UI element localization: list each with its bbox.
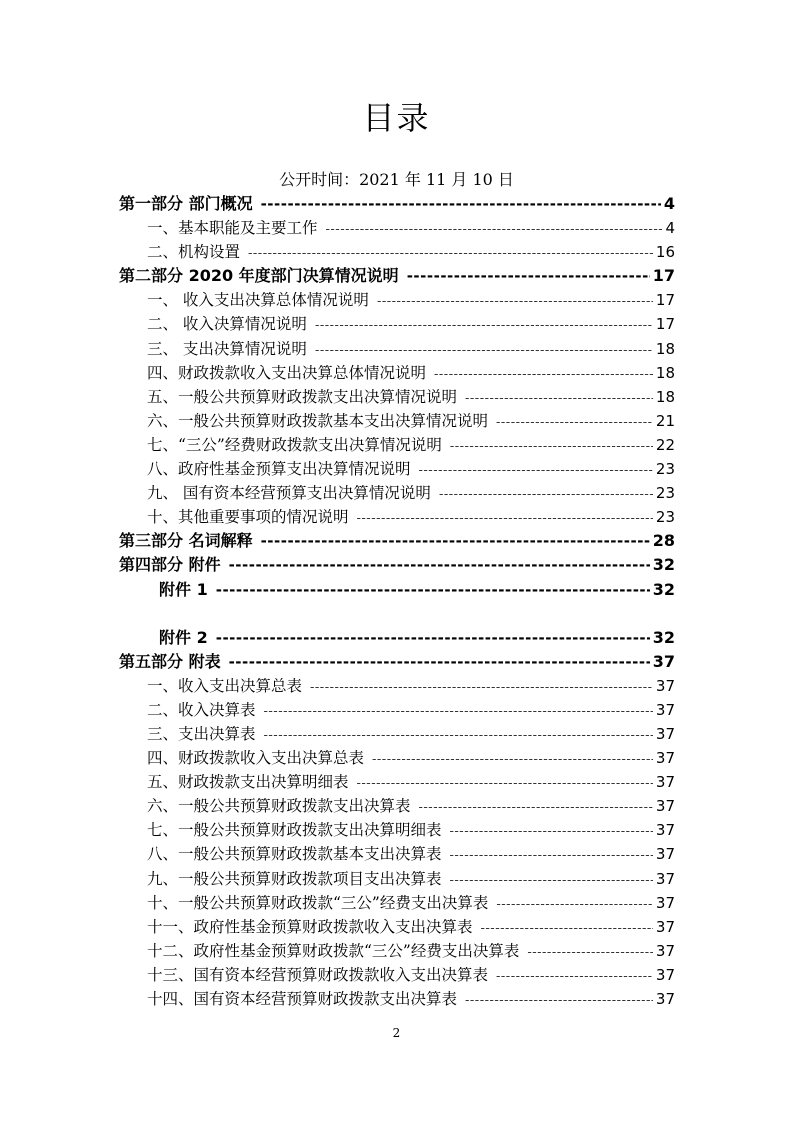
toc-entry-page: 23 bbox=[655, 508, 675, 527]
toc-entry-page: 22 bbox=[655, 435, 675, 454]
toc-leader bbox=[496, 965, 653, 989]
toc-leader bbox=[229, 553, 650, 577]
toc-entry[interactable] bbox=[119, 987, 675, 1011]
page-number: 2 bbox=[392, 1026, 401, 1040]
toc-entry-label: 一、基本职能及主要工作 bbox=[147, 219, 318, 238]
toc-leader bbox=[450, 869, 653, 893]
toc-leader bbox=[496, 893, 653, 917]
toc-entry-label: 七、“三公”经费财政拨款支出决算情况说明 bbox=[147, 435, 442, 454]
toc-entry[interactable] bbox=[119, 385, 675, 409]
toc-entry-page: 17 bbox=[655, 315, 675, 334]
toc-leader bbox=[450, 820, 653, 844]
toc-entry-page: 32 bbox=[652, 627, 675, 647]
toc-entry-page: 37 bbox=[655, 724, 675, 743]
toc-entry-label: 第三部分 名词解释 bbox=[119, 531, 253, 551]
toc-entry[interactable] bbox=[119, 312, 675, 336]
toc-entry-label: 二、机构设置 bbox=[147, 243, 241, 262]
toc-entry[interactable] bbox=[119, 505, 675, 529]
toc-entry-page: 37 bbox=[655, 917, 675, 936]
toc-leader bbox=[377, 290, 653, 314]
toc-entry[interactable] bbox=[119, 529, 675, 553]
toc-entry[interactable] bbox=[119, 891, 675, 915]
toc-entry[interactable] bbox=[119, 578, 675, 602]
toc-entry[interactable] bbox=[119, 216, 675, 240]
toc-entry[interactable] bbox=[119, 553, 675, 577]
toc-entry-page: 18 bbox=[655, 339, 675, 358]
toc-entry-label: 十三、国有资本经营预算财政拨款收入支出决算表 bbox=[147, 965, 489, 984]
toc-entry[interactable] bbox=[119, 409, 675, 433]
toc-leader bbox=[261, 529, 650, 553]
toc-entry-page: 37 bbox=[655, 845, 675, 864]
toc-leader bbox=[261, 192, 661, 216]
toc-entry-label: 七、一般公共预算财政拨款支出决算明细表 bbox=[147, 821, 442, 840]
toc-entry-label: 九、 国有资本经营预算支出决算情况说明 bbox=[147, 484, 431, 503]
toc-entry-page: 17 bbox=[655, 291, 675, 310]
toc-entry-label: 第五部分 附表 bbox=[119, 651, 221, 671]
toc-entry[interactable] bbox=[119, 192, 675, 216]
toc-entry[interactable] bbox=[119, 481, 675, 505]
toc-entry[interactable] bbox=[119, 650, 675, 674]
toc-leader bbox=[229, 650, 650, 674]
toc-entry-page: 23 bbox=[655, 460, 675, 479]
toc-entry[interactable] bbox=[119, 963, 675, 987]
toc-entry-page: 23 bbox=[655, 484, 675, 503]
toc-entry-page: 18 bbox=[655, 387, 675, 406]
toc-leader bbox=[407, 264, 650, 288]
toc-entry-label: 二、 收入决算情况说明 bbox=[147, 315, 307, 334]
toc-entry[interactable] bbox=[119, 337, 675, 361]
toc-entry[interactable] bbox=[119, 867, 675, 891]
toc-entry-label: 一、 收入支出决算总体情况说明 bbox=[147, 291, 369, 310]
toc-entry[interactable] bbox=[119, 818, 675, 842]
toc-leader bbox=[481, 917, 653, 941]
toc-entry-label: 四、财政拨款收入支出决算总表 bbox=[147, 749, 365, 768]
toc-entry-label: 二、收入决算表 bbox=[147, 700, 256, 719]
toc-entry-page: 37 bbox=[655, 797, 675, 816]
toc-entry-label: 三、 支出决算情况说明 bbox=[147, 339, 307, 358]
toc-entry[interactable] bbox=[119, 698, 675, 722]
toc-leader bbox=[527, 941, 653, 965]
publish-time: 公开时间：2021 年 11 月 10 日 bbox=[279, 170, 514, 189]
toc-leader bbox=[465, 989, 653, 1013]
toc-leader bbox=[439, 483, 653, 507]
toc-entry-page: 37 bbox=[655, 700, 675, 719]
toc-entry-page: 21 bbox=[655, 411, 675, 430]
toc-entry[interactable] bbox=[119, 288, 675, 312]
toc-entry[interactable] bbox=[119, 939, 675, 963]
toc-entry-page: 37 bbox=[655, 869, 675, 888]
toc-leader bbox=[248, 242, 653, 266]
toc-entry-page: 37 bbox=[655, 965, 675, 984]
toc-entry-label: 附件 2 bbox=[159, 627, 208, 647]
toc-entry-page: 16 bbox=[655, 243, 675, 262]
toc-entry-page: 37 bbox=[655, 676, 675, 695]
toc-leader bbox=[372, 748, 653, 772]
toc-entry[interactable] bbox=[119, 457, 675, 481]
toc-entry-label: 十二、政府性基金预算财政拨款“三公”经费支出决算表 bbox=[147, 941, 520, 960]
toc-leader bbox=[450, 435, 653, 459]
toc-entry-page: 4 bbox=[665, 219, 675, 238]
toc-leader bbox=[315, 339, 653, 363]
toc-leader bbox=[310, 676, 653, 700]
toc-entry-page: 37 bbox=[655, 990, 675, 1008]
toc-entry[interactable] bbox=[119, 770, 675, 794]
toc-entry-page: 37 bbox=[655, 893, 675, 912]
toc-entry-label: 五、财政拨款支出决算明细表 bbox=[147, 773, 349, 792]
toc-entry[interactable] bbox=[119, 794, 675, 818]
toc-entry-label: 四、财政拨款收入支出决算总体情况说明 bbox=[147, 363, 427, 382]
toc-entry[interactable] bbox=[119, 264, 675, 288]
toc-entry-page: 28 bbox=[652, 531, 675, 551]
toc-entry[interactable] bbox=[119, 842, 675, 866]
toc-entry-label: 十、其他重要事项的情况说明 bbox=[147, 508, 349, 527]
toc-entry[interactable] bbox=[119, 433, 675, 457]
toc-entry-label: 一、收入支出决算总表 bbox=[147, 676, 303, 695]
toc-leader bbox=[326, 218, 663, 242]
toc-entry-label: 八、政府性基金预算支出决算情况说明 bbox=[147, 460, 411, 479]
page-title: 目录 bbox=[362, 99, 431, 137]
toc-entry-label: 六、一般公共预算财政拨款基本支出决算情况说明 bbox=[147, 411, 489, 430]
toc-leader bbox=[264, 724, 653, 748]
table-of-contents bbox=[119, 192, 675, 1011]
toc-entry-label: 三、支出决算表 bbox=[147, 724, 256, 743]
toc-entry-label: 第四部分 附件 bbox=[119, 555, 221, 575]
blank-line bbox=[119, 602, 675, 626]
toc-leader bbox=[357, 772, 653, 796]
toc-leader bbox=[264, 700, 653, 724]
toc-entry-label: 十四、国有资本经营预算财政拨款支出决算表 bbox=[147, 990, 458, 1008]
toc-entry[interactable] bbox=[119, 722, 675, 746]
toc-entry-label: 第一部分 部门概况 bbox=[119, 194, 253, 213]
toc-entry-page: 32 bbox=[652, 555, 675, 575]
toc-entry-page: 17 bbox=[652, 266, 675, 286]
toc-entry-page: 37 bbox=[655, 773, 675, 792]
toc-entry[interactable] bbox=[119, 240, 675, 264]
toc-entry-label: 八、一般公共预算财政拨款基本支出决算表 bbox=[147, 845, 442, 864]
toc-leader bbox=[216, 626, 650, 650]
toc-leader bbox=[465, 387, 653, 411]
toc-leader bbox=[357, 507, 653, 531]
toc-entry[interactable] bbox=[119, 915, 675, 939]
toc-entry-label: 附件 1 bbox=[159, 579, 208, 599]
toc-entry[interactable] bbox=[119, 361, 675, 385]
toc-leader bbox=[434, 363, 653, 387]
toc-entry-page: 32 bbox=[652, 579, 675, 599]
toc-leader bbox=[315, 314, 653, 338]
toc-leader bbox=[419, 796, 653, 820]
toc-entry-page: 37 bbox=[655, 749, 675, 768]
toc-entry[interactable] bbox=[119, 626, 675, 650]
toc-entry-label: 五、一般公共预算财政拨款支出决算情况说明 bbox=[147, 387, 458, 406]
toc-entry-page: 4 bbox=[663, 194, 675, 213]
toc-entry[interactable] bbox=[119, 746, 675, 770]
toc-leader bbox=[450, 844, 653, 868]
toc-leader bbox=[419, 459, 653, 483]
toc-entry-page: 37 bbox=[655, 941, 675, 960]
toc-entry-label: 九、一般公共预算财政拨款项目支出决算表 bbox=[147, 869, 442, 888]
toc-entry-label: 十、一般公共预算财政拨款“三公”经费支出决算表 bbox=[147, 893, 489, 912]
toc-entry-label: 十一、政府性基金预算财政拨款收入支出决算表 bbox=[147, 917, 473, 936]
toc-entry-label: 第二部分 2020 年度部门决算情况说明 bbox=[119, 266, 399, 286]
toc-entry-page: 18 bbox=[655, 363, 675, 382]
toc-entry-label: 六、一般公共预算财政拨款支出决算表 bbox=[147, 797, 411, 816]
toc-entry-page: 37 bbox=[655, 821, 675, 840]
toc-leader bbox=[216, 578, 650, 602]
toc-entry-page: 37 bbox=[652, 651, 675, 671]
toc-entry[interactable] bbox=[119, 674, 675, 698]
toc-leader bbox=[496, 411, 653, 435]
